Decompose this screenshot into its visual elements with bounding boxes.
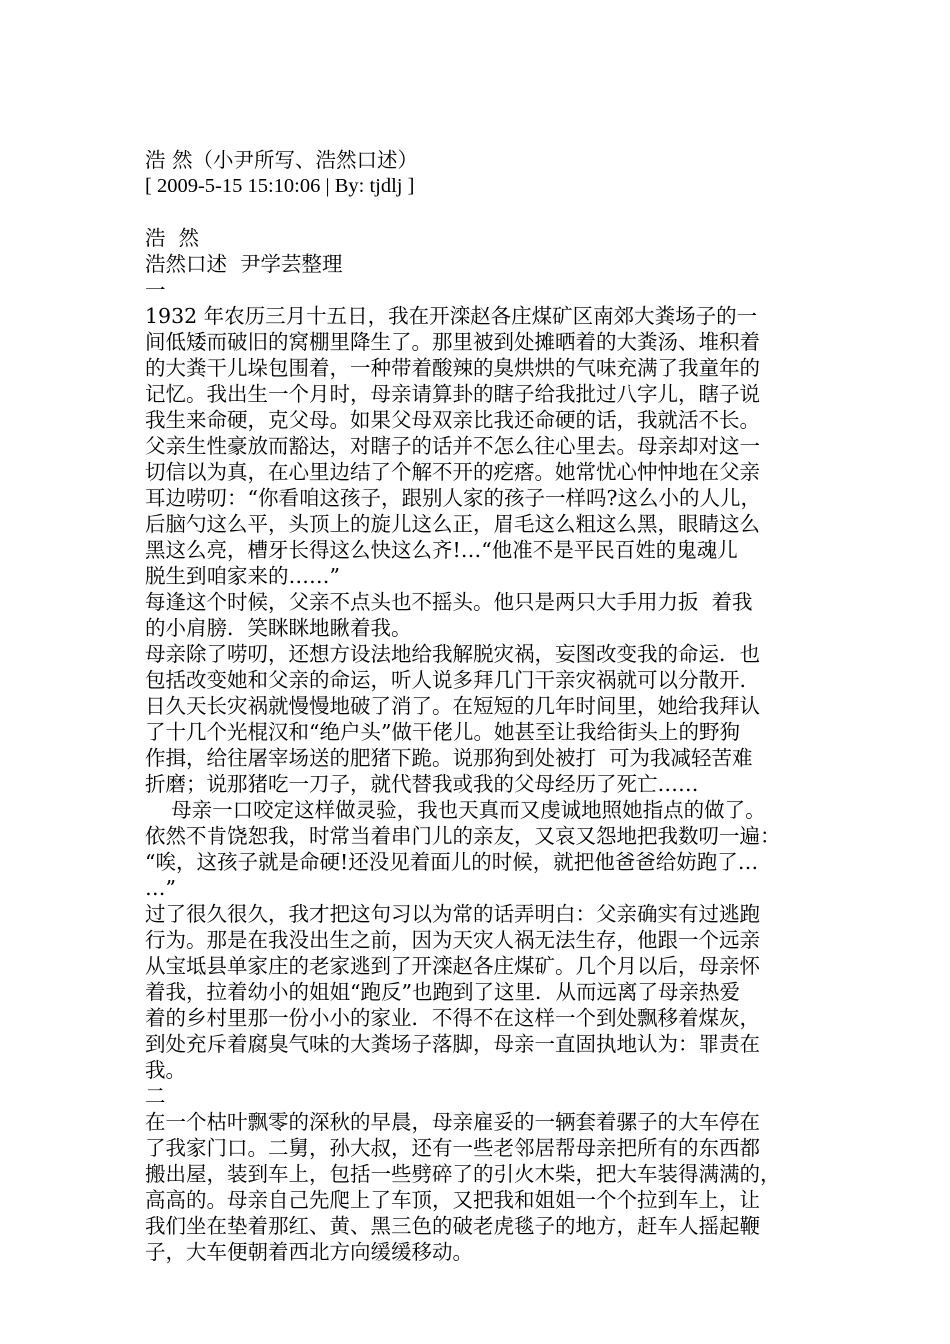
text-line: 了十几个光棍汉和“绝户头”做干佬儿。她甚至让我给街头上的野狗: [145, 720, 740, 744]
article-byline: 浩然口述 尹学芸整理: [145, 252, 343, 276]
text-line: 着我，拉着幼小的姐姐“跑反”也跑到了这里．从而远离了母亲热爱: [145, 980, 740, 1004]
text-line: 子，大车便朝着西北方向缓缓移动。: [145, 1240, 473, 1264]
text-line: 搬出屋，装到车上，包括一些劈碎了的引火木柴，把大车装得满满的，: [145, 1162, 781, 1186]
text-line: “唉，这孩子就是命硬!还没见着面儿的时候，就把他爸爸给妨跑了…: [145, 850, 759, 874]
text-line: 了我家门口。二舅，孙大叔，还有一些老邻居帮母亲把所有的东西都: [145, 1136, 760, 1160]
text-line: 切信以为真，在心里边结了个解不开的疙瘩。她常忧心忡忡地在父亲: [145, 460, 760, 484]
text-line: 1932 年农历三月十五日，我在开滦赵各庄煤矿区南郊大粪场子的一: [145, 304, 758, 328]
text-line: 作揖，给往屠宰场送的肥猪下跪。说那狗到处被打 可为我减轻苦难: [145, 746, 753, 770]
text-line: 耳边唠叨：“你看咱这孩子，跟别人家的孩子一样吗?这么小的人儿，: [145, 486, 761, 510]
text-line: 我们坐在垫着那红、黄、黑三色的破老虎毯子的地方，赶车人摇起鞭: [145, 1214, 760, 1238]
text-line: 包括改变她和父亲的命运，听人说多拜几门干亲灾祸就可以分散开.: [145, 668, 747, 692]
text-line: 高高的。母亲自己先爬上了车顶，又把我和姐姐一个个拉到车上，让: [145, 1188, 760, 1212]
header-meta: [ 2009-5-15 15:10:06 | By: tjdlj ]: [145, 175, 415, 197]
section-1-body: [145, 303, 810, 1083]
text-line: 着的乡村里那一份小小的家业．不得不在这样一个到处飘移着煤灰，: [145, 1006, 760, 1030]
article-title: 浩 然: [145, 226, 200, 250]
text-line: 行为。那是在我没出生之前，因为天灾人祸无法生存，他跟一个远亲: [145, 928, 760, 952]
text-line: 日久天长灾祸就慢慢地破了消了。在短短的几年时间里，她给我拜认: [145, 694, 760, 718]
text-line: 过了很久很久，我才把这句习以为常的话弄明白：父亲确实有过逃跑: [145, 902, 760, 926]
text-line: 间低矮而破旧的窝棚里降生了。那里被到处摊晒着的大粪汤、堆积着: [145, 330, 760, 354]
text-line: 的大粪干儿垛包围着，一种带着酸辣的臭烘烘的气味充满了我童年的: [145, 356, 760, 380]
text-line: 记忆。我出生一个月时，母亲请算卦的瞎子给我批过八字儿，瞎子说: [145, 382, 760, 406]
text-line: 到处充斥着腐臭气味的大粪场子落脚，母亲一直固执地认为：罪责在: [145, 1032, 760, 1056]
text-line: 折磨；说那猪吃一刀子，就代替我或我的父母经历了死亡……: [145, 772, 699, 796]
text-line: 每逢这个时候，父亲不点头也不摇头。他只是两只大手用力扳 着我: [145, 590, 753, 614]
text-line: 我。: [145, 1058, 186, 1082]
text-line: 我生来命硬，克父母。如果父母双亲比我还命硬的话，我就活不长。: [145, 408, 760, 432]
text-line: 脱生到咱家来的……”: [145, 564, 340, 588]
text-line: 的小肩膀．笑眯眯地瞅着我。: [145, 616, 412, 640]
text-line: 在一个枯叶飘零的深秋的早晨，母亲雇妥的一辆套着骡子的大车停在: [145, 1110, 760, 1134]
text-line: 依然不肯饶恕我，时常当着串门儿的亲友，又哀又怨地把我数叨一遍：: [145, 824, 781, 848]
text-line: 从宝坻县单家庄的老家逃到了开滦赵各庄煤矿。几个月以后，母亲怀: [145, 954, 760, 978]
text-line: 父亲生性豪放而豁达，对瞎子的话并不怎么往心里去。母亲却对这一: [145, 434, 760, 458]
text-line: 母亲一口咬定这样做灵验，我也天真而又虔诚地照她指点的做了。: [145, 798, 766, 822]
text-line: 黑这么亮，槽牙长得这么快这么齐!…“他准不是平民百姓的鬼魂儿: [145, 538, 738, 562]
document-page: [145, 147, 810, 1265]
text-line: …”: [145, 876, 176, 900]
text-line: 母亲除了唠叨，还想方设法地给我解脱灾祸，妄图改变我的命运．也: [145, 642, 760, 666]
header-title: 浩 然（小尹所写、浩然口述）: [145, 148, 419, 172]
section-2-body: [145, 1109, 810, 1265]
text-line: 后脑勺这么平，头顶上的旋儿这么正，眉毛这么粗这么黑，眼睛这么: [145, 512, 760, 536]
section-1-label: 一: [145, 278, 166, 302]
section-2-label: 二: [145, 1084, 166, 1108]
blank-line: [145, 199, 810, 225]
